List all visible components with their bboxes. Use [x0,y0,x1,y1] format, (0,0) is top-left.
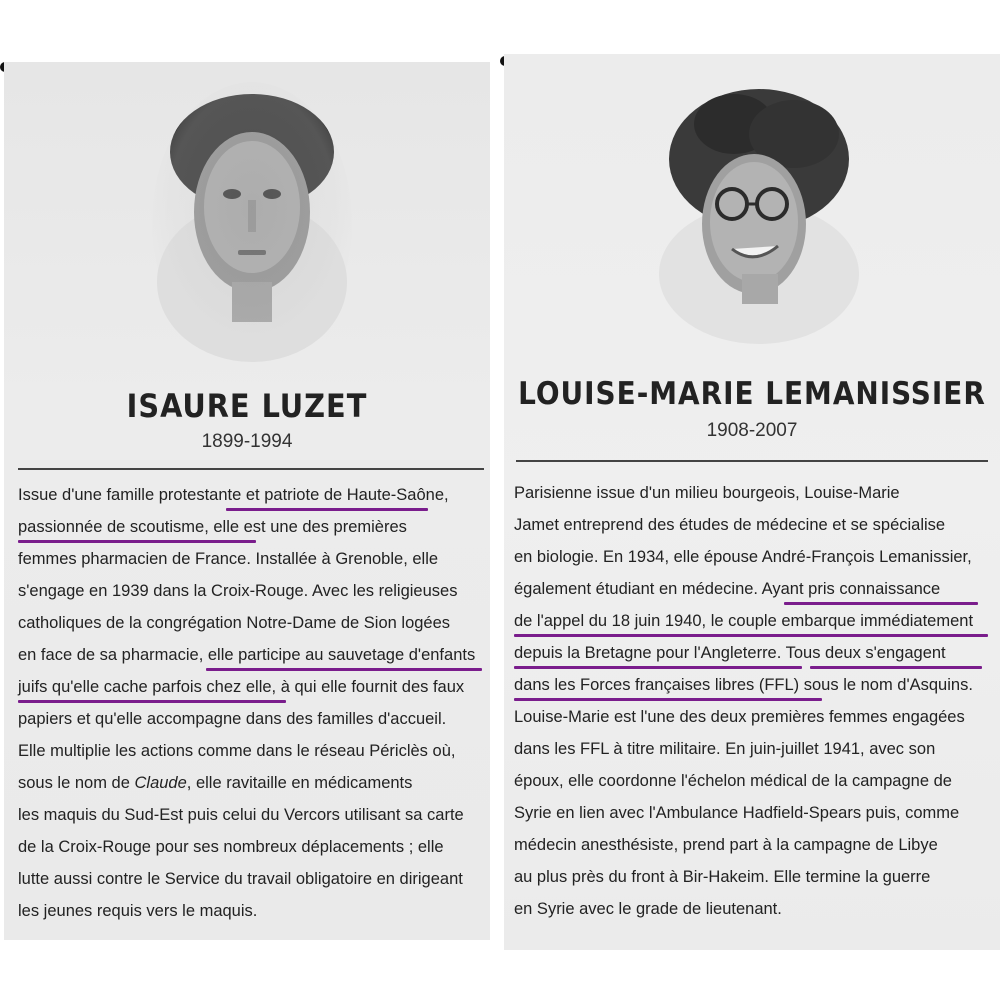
bio-line: au plus près du front à Bir-Hakeim. Elle termine la guerre [514,868,931,886]
bio-line: s'engage en 1939 dans la Croix-Rouge. Avec les religieuses [18,582,458,600]
bio-line: également étudiant en médecine. Ayant pris connaissance [514,580,941,598]
bio-line: lutte aussi contre le Service du travail obligatoire en dirigeant [18,870,463,888]
biography-text [18,486,484,936]
highlight-underline [18,540,256,543]
highlight-underline [514,634,988,637]
bio-line: dans les FFL à titre militaire. En juin-juillet 1941, avec son [514,740,936,758]
biography-panel-isaure-luzet [4,62,490,940]
bio-line: Louise-Marie est l'une des deux premières femmes engagées [514,708,965,726]
bio-line: en biologie. En 1934, elle épouse André-François Lemanissier, [514,548,972,566]
bio-line: Elle multiplie les actions comme dans le réseau Périclès où, [18,742,456,760]
bio-line: médecin anesthésiste, prend part à la campagne de Libye [514,836,938,854]
life-dates: 1908-2007 [706,420,798,441]
highlight-underline [514,666,802,669]
bio-line: de la Croix-Rouge pour ses nombreux déplacements ; elle [18,838,444,856]
bio-line: en Syrie avec le grade de lieutenant. [514,900,782,918]
bio-line: juifs qu'elle cache parfois chez elle, à qui elle fournit des faux [18,678,465,696]
highlight-underline [226,508,428,511]
bio-line: les maquis du Sud-Est puis celui du Vercors utilisant sa carte [18,806,464,824]
bio-line: époux, elle coordonne l'échelon médical de la campagne de [514,772,952,790]
highlight-underline [784,602,978,605]
bio-line: catholiques de la congrégation Notre-Dame de Sion logées [18,614,451,632]
portrait-isaure-luzet [152,82,352,362]
portrait-louise-marie-lemanissier [654,74,864,344]
bio-line: femmes pharmacien de France. Installée à Grenoble, elle [18,550,439,568]
person-name: LOUISE-MARIE LEMANISSIER [518,376,986,412]
life-dates: 1899-1994 [201,431,293,452]
bio-line: Issue d'une famille protestante et patriote de Haute-Saône, [18,486,449,504]
bio-line: en face de sa pharmacie, elle participe au sauvetage d'enfants [18,646,476,664]
biography-text [514,484,994,944]
bio-line: Syrie en lien avec l'Ambulance Hadfield-Spears puis, comme [514,804,960,822]
bio-line: de l'appel du 18 juin 1940, le couple embarque immédiatement [514,612,974,630]
bio-line: les jeunes requis vers le maquis. [18,902,258,920]
person-name: ISAURE LUZET [126,387,368,425]
highlight-underline [810,666,982,669]
bio-line: dans les Forces françaises libres (FFL) sous le nom d'Asquins. [514,676,973,694]
bio-line: papiers et qu'elle accompagne dans des familles d'accueil. [18,710,447,728]
bio-line: depuis la Bretagne pour l'Angleterre. Tous deux s'engagent [514,644,946,662]
highlight-underline [18,700,286,703]
divider [516,460,988,462]
biography-panel-louise-marie-lemanissier [504,54,1000,950]
bio-line: Jamet entreprend des études de médecine et se spécialise [514,516,946,534]
divider [18,468,484,470]
bio-line: passionnée de scoutisme, elle est une des premières [18,518,407,536]
bio-line: sous le nom de Claude, elle ravitaille en médicaments [18,774,413,792]
bio-line: Parisienne issue d'un milieu bourgeois, Louise-Marie [514,484,900,502]
highlight-underline [206,668,482,671]
highlight-underline [514,698,822,701]
